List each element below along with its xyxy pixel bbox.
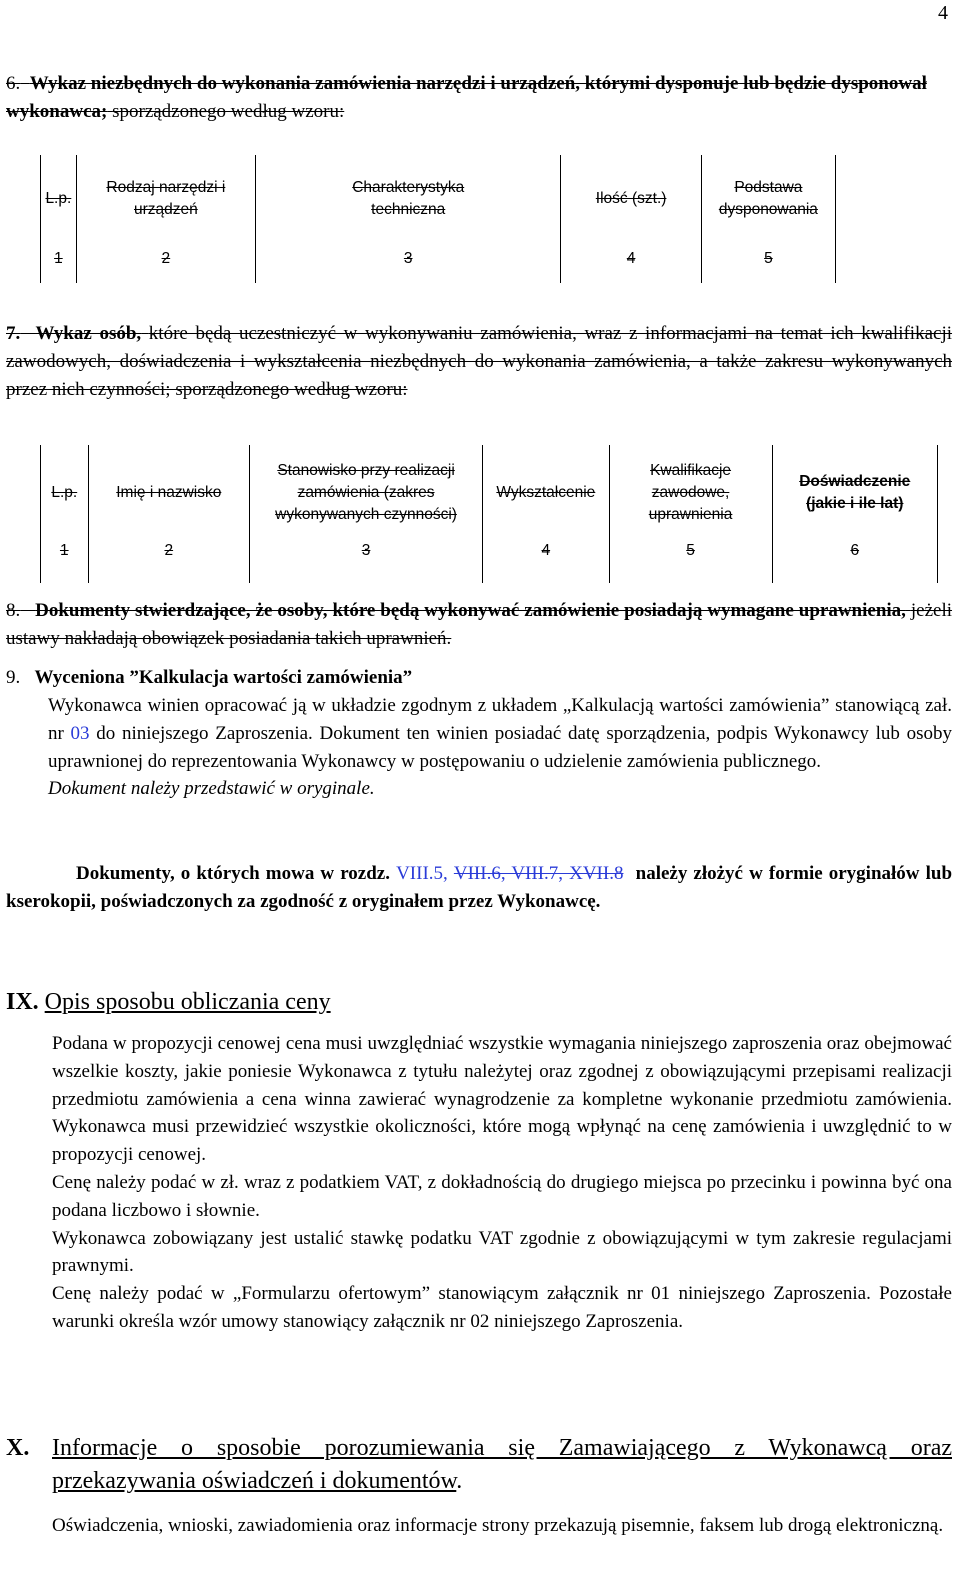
documents-ref-struck: VIII.6, VIII.7, XVII.8 (453, 863, 624, 884)
equipment-col-num: 3 (255, 243, 560, 283)
section-9-text-b: do niniejszego Zaproszenia. Dokument ten winien posiadać datę sporządzenia, podpis Wykonawcy lub osoby uprawnionej do reprezentowania Wykonawcy w postępowaniu o udzielenie zamówienia publicznego. (48, 722, 953, 772)
section-9-italic-note: Dokument należy przedstawić w oryginale. (48, 778, 375, 800)
personnel-header-name: Imię i nazwisko (88, 445, 250, 540)
equipment-col-num: 5 (701, 243, 835, 283)
chapter-9-heading (6, 986, 331, 1018)
chapter-9-body (52, 1030, 952, 1336)
personnel-header-position: Stanowisko przy realizacji zamówienia (zakres wykonywanych czynności) (250, 445, 483, 540)
documents-note-suffix: należy złożyć w formie oryginałów lub kserokopii, poświadczonych za zgodność z oryginałem przez Wykonawcę. (6, 863, 953, 912)
equipment-header-specs: Charakterystyka techniczna (255, 155, 560, 243)
chapter-9-title: Opis sposobu obliczania ceny (44, 989, 331, 1015)
section-6-title-rest: sporządzonego według wzoru: (112, 100, 345, 122)
personnel-header-lp: L.p. (41, 445, 89, 540)
chapter-9-paragraph: Cenę należy podać w zł. wraz z podatkiem VAT, z dokładnością do drugiego miejsca po przecinku i powinna być ona podana liczbowo i słownie. (52, 1171, 952, 1221)
chapter-10-number: X. (6, 1435, 30, 1461)
equipment-table (40, 155, 836, 283)
chapter-10-title: Informacje o sposobie porozumiewania się Zamawiającego z Wykonawcą oraz przekazywania oświadczeń i dokumentów (52, 1435, 952, 1494)
section-9-number: 9. (6, 667, 21, 688)
documents-note (6, 860, 952, 916)
equipment-col-num: 4 (561, 243, 701, 283)
section-9-paragraph (48, 692, 952, 803)
personnel-col-num: 2 (88, 540, 250, 583)
section-9-title: Wyceniona ”Kalkulacja wartości zamówienia” (34, 667, 413, 688)
section-7-title: Wykaz osób, (35, 323, 142, 344)
personnel-col-num: 3 (250, 540, 483, 583)
personnel-header-experience: Doświadczenie (jakie i ile lat) (772, 445, 937, 540)
section-7-text: które będą uczestniczyć w wykonywaniu zamówienia, wraz z informacjami na temat ich kwalifikacji zawodowych, doświadczenia i wykształcenia niezbędnych do wykonania zamówienia, a także zakresu wykonywanych przez nich czynności; sporządzonego według wzoru: (6, 323, 953, 400)
personnel-header-qualifications: Kwalifikacje zawodowe, uprawnienia (609, 445, 772, 540)
personnel-table (40, 445, 938, 583)
section-6-heading (6, 70, 952, 126)
section-8-text: jeżeli ustawy nakładają obowiązek posiadania takich uprawnień. (6, 600, 953, 649)
documents-ref-valid: VIII.5, (396, 863, 448, 884)
personnel-header-education: Wykształcenie (483, 445, 610, 540)
personnel-col-num: 4 (483, 540, 610, 583)
section-6-number: 6. (6, 73, 21, 94)
documents-note-prefix: Dokumenty, o których mowa w rozdz. (76, 863, 390, 884)
section-8-title: Dokumenty stwierdzające, że osoby, które będą wykonywać zamówienie posiadają wymagane uprawnienia, (35, 600, 906, 621)
section-8-number: 8. (6, 600, 21, 621)
equipment-header-basis: Podstawa dysponowania (701, 155, 835, 243)
personnel-col-num: 6 (772, 540, 937, 583)
chapter-9-paragraph: Wykonawca zobowiązany jest ustalić stawkę podatku VAT zgodnie z obowiązującymi w tym zakresie regulacjami prawnymi. (52, 1227, 952, 1277)
annex-number: 03 (70, 722, 90, 744)
personnel-col-num: 1 (41, 540, 89, 583)
personnel-col-num: 5 (609, 540, 772, 583)
chapter-9-number: IX. (6, 989, 39, 1015)
section-6-title: Wykaz niezbędnych do wykonania zamówienia narzędzi i urządzeń, którymi dysponuje lub będzie dysponował wykonawca; (6, 73, 927, 122)
section-8-paragraph (6, 597, 952, 653)
section-9-text-a: Wykonawca winien opracować ją w układzie zgodnym z układem „Kalkulacją wartości zamówienia” stanowiącą zał. nr (48, 695, 952, 744)
chapter-10-title-end: . (456, 1468, 463, 1494)
chapter-10-heading (6, 1432, 952, 1498)
equipment-header-qty: Ilość (szt.) (561, 155, 701, 243)
chapter-9-paragraph: Cenę należy podać w „Formularzu ofertowym” stanowiącym załącznik nr 01 niniejszego Zaproszenia. Pozostałe warunki określa wzór umowy stanowiący załącznik nr 02 niniejszego Zaproszenia. (52, 1283, 952, 1332)
equipment-header-lp: L.p. (41, 155, 77, 243)
chapter-10-paragraph: Oświadczenia, wnioski, zawiadomienia oraz informacje strony przekazują pisemnie, faksem lub drogą elektroniczną. (52, 1515, 944, 1536)
chapter-9-paragraph: Podana w propozycji cenowej cena musi uwzględniać wszystkie wymagania niniejszego zaproszenia oraz obejmować wszelkie koszty, jakie poniesie Wykonawca z tytułu należytej oraz zgodnej z obowiązującymi przepisami realizacji przedmiotu zamówienia a cena winna zawierać wynagrodzenie za kompletne wykonanie przedmiotu zamówienia. Wykonawca musi przewidzieć wszystkie okoliczności, które mogą wpłynąć na cenę zamówienia i uwzględnić to w propozycji cenowej. (52, 1033, 952, 1166)
section-7-paragraph (6, 320, 952, 403)
section-9-heading (6, 664, 412, 692)
equipment-col-num: 2 (76, 243, 255, 283)
page-number: 4 (938, 2, 948, 24)
section-7-number: 7. (6, 323, 21, 344)
equipment-col-num: 1 (41, 243, 77, 283)
equipment-header-type: Rodzaj narzędzi i urządzeń (76, 155, 255, 243)
